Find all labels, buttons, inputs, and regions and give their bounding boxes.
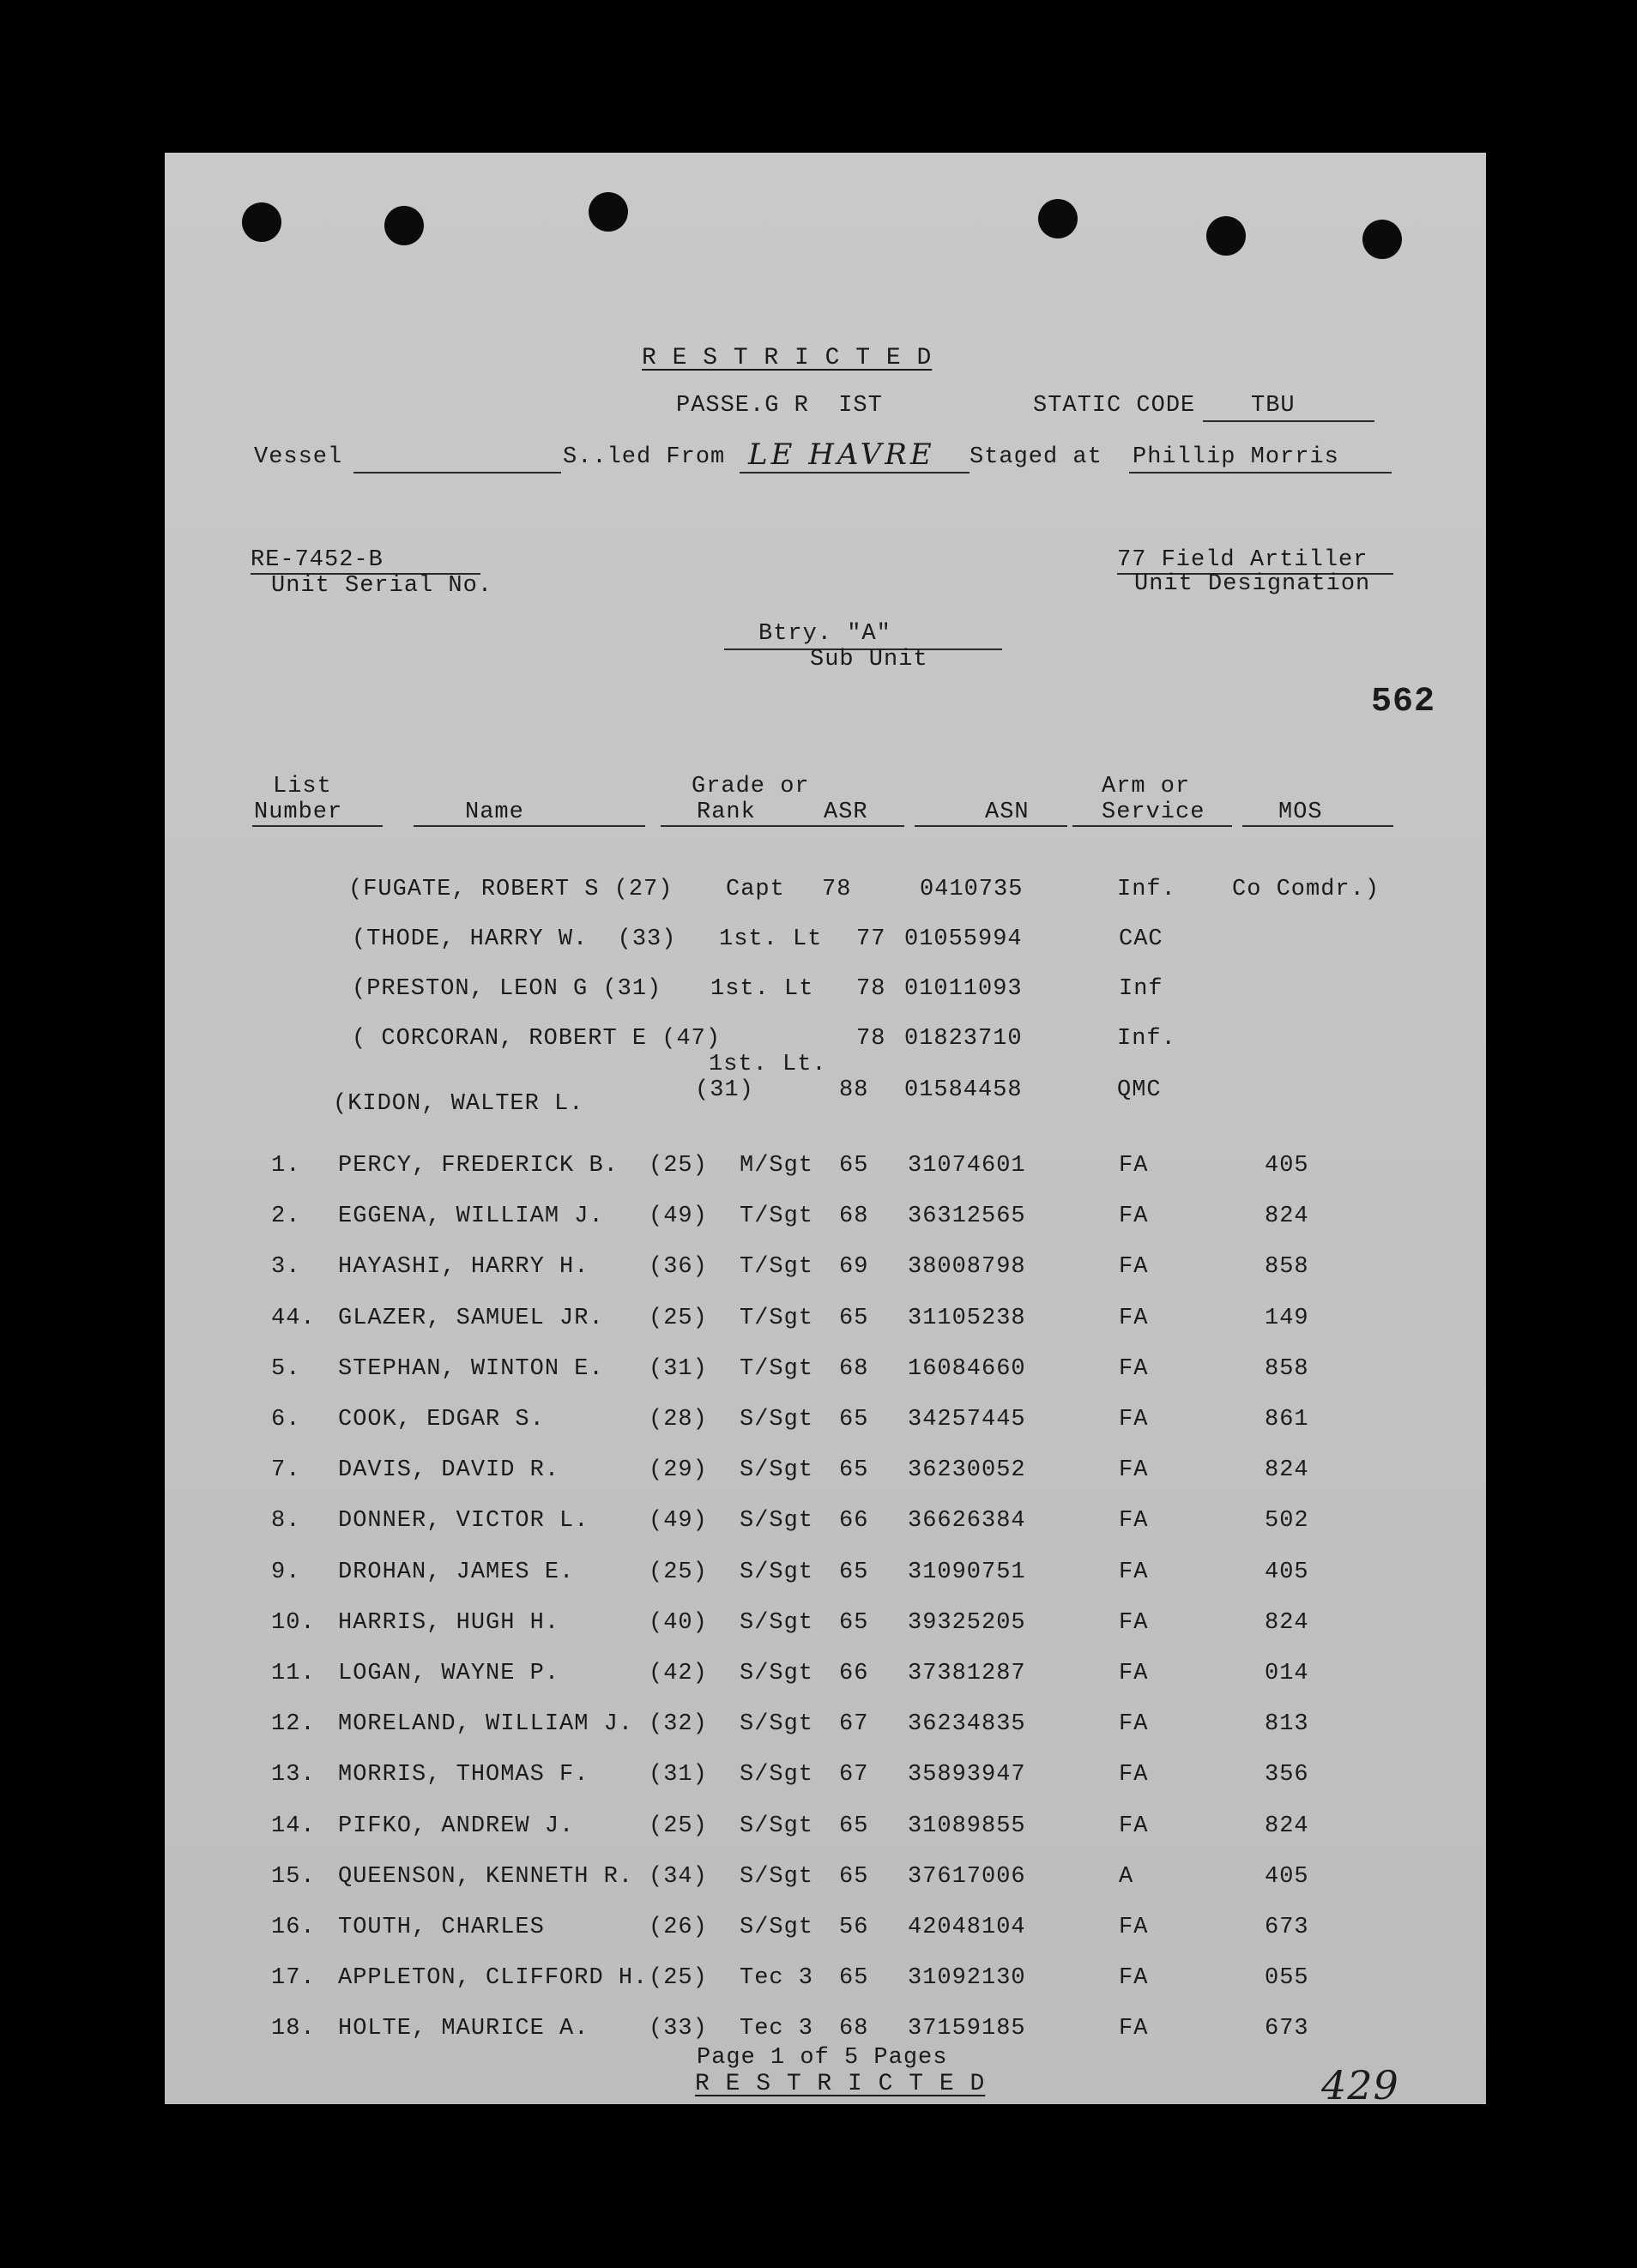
passenger-mos: 824 (1265, 1457, 1309, 1483)
passenger-asn: 31090751 (908, 1559, 1026, 1585)
passenger-grade: S/Sgt (740, 1813, 814, 1839)
passenger-mos: 149 (1265, 1306, 1309, 1331)
passenger-name: EGGENA, WILLIAM J. (338, 1203, 604, 1229)
sailed-from-value: LE HAVRE (748, 437, 935, 472)
passenger-asr: 65 (839, 1153, 869, 1179)
passenger-arm: FA (1119, 1356, 1149, 1382)
passenger-asn: 31074601 (908, 1153, 1026, 1179)
officer-grade: 1st. Lt (719, 926, 823, 952)
passenger-age: (31) (649, 1356, 708, 1382)
officer-grade: 1st. Lt. (709, 1052, 827, 1077)
list-number: 2. (271, 1203, 301, 1229)
officer-arm: Inf. (1117, 1026, 1176, 1052)
passenger-grade: S/Sgt (740, 1915, 814, 1940)
passenger-asr: 67 (839, 1711, 869, 1737)
passenger-age: (49) (649, 1508, 708, 1534)
officer-mos: Co Comdr.) (1232, 877, 1380, 902)
officer-asn: 01584458 (904, 1077, 1023, 1103)
passenger-arm: FA (1119, 1457, 1149, 1483)
passenger-asr: 66 (839, 1661, 869, 1686)
passenger-name: TOUTH, CHARLES (338, 1915, 545, 1940)
passenger-asn: 36626384 (908, 1508, 1026, 1534)
passenger-mos: 813 (1265, 1711, 1309, 1737)
passenger-age: (25) (649, 1965, 708, 1991)
list-number: 17. (271, 1965, 316, 1991)
punch-hole (242, 202, 281, 242)
officer-grade: 1st. Lt (710, 976, 814, 1002)
passenger-grade: T/Sgt (740, 1254, 814, 1280)
passenger-grade: S/Sgt (740, 1508, 814, 1534)
passenger-asr: 65 (839, 1457, 869, 1483)
unit-designation-value: 77 Field Artiller (1117, 547, 1368, 573)
list-number: 6. (271, 1407, 301, 1433)
passenger-mos: 673 (1265, 2016, 1309, 2042)
passenger-age: (26) (649, 1915, 708, 1940)
passenger-arm: FA (1119, 2016, 1149, 2042)
restricted-footer: R E S T R I C T E D (695, 2071, 986, 2097)
passenger-grade: T/Sgt (740, 1306, 814, 1331)
col-list-number-1: List (273, 774, 332, 799)
passenger-name: MORRIS, THOMAS F. (338, 1762, 589, 1788)
passenger-asr: 68 (839, 1203, 869, 1229)
officer-asn: 01011093 (904, 976, 1023, 1002)
passenger-asn: 36230052 (908, 1457, 1026, 1483)
officer-asr: 78 (856, 976, 886, 1002)
unit-serial-value: RE-7452-B (251, 547, 384, 573)
passenger-grade: S/Sgt (740, 1407, 814, 1433)
passenger-asn: 16084660 (908, 1356, 1026, 1382)
list-number: 11. (271, 1661, 316, 1686)
passenger-grade: S/Sgt (740, 1610, 814, 1636)
passenger-asr: 65 (839, 1864, 869, 1890)
passenger-asn: 37159185 (908, 2016, 1026, 2042)
officer-asr: 77 (856, 926, 886, 952)
list-number: 7. (271, 1457, 301, 1483)
officer-asn: 01055994 (904, 926, 1023, 952)
passenger-name: DROHAN, JAMES E. (338, 1559, 575, 1585)
passenger-name: PERCY, FREDERICK B. (338, 1153, 619, 1179)
passenger-asr: 68 (839, 1356, 869, 1382)
passenger-asr: 66 (839, 1508, 869, 1534)
passenger-grade: T/Sgt (740, 1203, 814, 1229)
passenger-arm: FA (1119, 1153, 1149, 1179)
list-number: 15. (271, 1864, 316, 1890)
punch-hole (589, 192, 628, 232)
sailed-from-label: S..led From (563, 444, 726, 470)
static-code-value: TBU (1251, 393, 1296, 419)
passenger-asr: 67 (839, 1762, 869, 1788)
list-number: 5. (271, 1356, 301, 1382)
passenger-mos: 824 (1265, 1813, 1309, 1839)
passenger-asn: 38008798 (908, 1254, 1026, 1280)
page-info: Page 1 of 5 Pages (697, 2045, 948, 2071)
passenger-asn: 37617006 (908, 1864, 1026, 1890)
passenger-mos: 356 (1265, 1762, 1309, 1788)
passenger-arm: FA (1119, 1965, 1149, 1991)
passenger-arm: FA (1119, 1306, 1149, 1331)
passenger-asn: 36234835 (908, 1711, 1026, 1737)
passenger-asn: 34257445 (908, 1407, 1026, 1433)
col-underline (915, 825, 1067, 827)
col-underline (414, 825, 645, 827)
passenger-age: (31) (649, 1762, 708, 1788)
passenger-asr: 65 (839, 1306, 869, 1331)
sailed-from-underline (740, 472, 970, 474)
passenger-age: (25) (649, 1306, 708, 1331)
passenger-age: (32) (649, 1711, 708, 1737)
unit-designation-label: Unit Designation (1134, 571, 1371, 597)
col-underline (661, 825, 904, 827)
passenger-grade: S/Sgt (740, 1457, 814, 1483)
col-asr: ASR (824, 799, 868, 825)
passenger-asr: 65 (839, 1407, 869, 1433)
passenger-mos: 405 (1265, 1559, 1309, 1585)
col-name: Name (465, 799, 524, 825)
list-number: 1. (271, 1153, 301, 1179)
passenger-mos: 502 (1265, 1508, 1309, 1534)
passenger-arm: A (1119, 1864, 1134, 1890)
passenger-asn: 31089855 (908, 1813, 1026, 1839)
passenger-asr: 65 (839, 1559, 869, 1585)
sub-unit-label: Sub Unit (810, 647, 928, 673)
passenger-mos: 861 (1265, 1407, 1309, 1433)
passenger-asr: 65 (839, 1965, 869, 1991)
passenger-name: APPLETON, CLIFFORD H. (338, 1965, 649, 1991)
passenger-arm: FA (1119, 1661, 1149, 1686)
passenger-name: GLAZER, SAMUEL JR. (338, 1306, 604, 1331)
list-number: 44. (271, 1306, 316, 1331)
passenger-asn: 36312565 (908, 1203, 1026, 1229)
passenger-arm: FA (1119, 1508, 1149, 1534)
staged-at-underline (1129, 472, 1392, 474)
col-underline (1242, 825, 1393, 827)
passenger-age: (34) (649, 1864, 708, 1890)
passenger-arm: FA (1119, 1203, 1149, 1229)
passenger-name: PIFKO, ANDREW J. (338, 1813, 575, 1839)
col-underline (1072, 825, 1232, 827)
passenger-arm: FA (1119, 1813, 1149, 1839)
officer-arm: Inf. (1117, 877, 1176, 902)
passenger-name: LOGAN, WAYNE P. (338, 1661, 560, 1686)
static-code-underline (1203, 420, 1374, 422)
passenger-grade: T/Sgt (740, 1356, 814, 1382)
passenger-name: DONNER, VICTOR L. (338, 1508, 589, 1534)
officer-asn: 0410735 (920, 877, 1024, 902)
passenger-name: HAYASHI, HARRY H. (338, 1254, 589, 1280)
passenger-mos: 405 (1265, 1864, 1309, 1890)
passenger-grade: Tec 3 (740, 1965, 814, 1991)
list-number: 10. (271, 1610, 316, 1636)
passenger-grade: M/Sgt (740, 1153, 814, 1179)
punch-hole (1362, 220, 1402, 259)
unit-serial-label: Unit Serial No. (271, 573, 493, 599)
passenger-arm: FA (1119, 1762, 1149, 1788)
passenger-asr: 68 (839, 2016, 869, 2042)
passenger-name: DAVIS, DAVID R. (338, 1457, 560, 1483)
list-number: 13. (271, 1762, 316, 1788)
staged-at-value: Phillip Morris (1133, 444, 1339, 470)
passenger-mos: 014 (1265, 1661, 1309, 1686)
passenger-mos: 055 (1265, 1965, 1309, 1991)
passenger-mos: 858 (1265, 1356, 1309, 1382)
passenger-age: (49) (649, 1203, 708, 1229)
officer-name: (PRESTON, LEON G (31) (352, 976, 662, 1002)
staged-at-label: Staged at (970, 444, 1102, 470)
officer-asn: 01823710 (904, 1026, 1023, 1052)
passenger-mos: 673 (1265, 1915, 1309, 1940)
passenger-age: (25) (649, 1559, 708, 1585)
list-number: 8. (271, 1508, 301, 1534)
passenger-asr: 56 (839, 1915, 869, 1940)
passenger-age: (33) (649, 2016, 708, 2042)
list-number: 3. (271, 1254, 301, 1280)
passenger-asn: 39325205 (908, 1610, 1026, 1636)
document-title: PASSE.G R IST (676, 393, 883, 419)
officer-name: (KIDON, WALTER L. (333, 1091, 584, 1117)
passenger-arm: FA (1119, 1711, 1149, 1737)
passenger-grade: S/Sgt (740, 1661, 814, 1686)
officer-arm: QMC (1117, 1077, 1162, 1103)
passenger-mos: 405 (1265, 1153, 1309, 1179)
col-underline (252, 825, 383, 827)
officer-grade: Capt (726, 877, 785, 902)
officer-age: (31) (695, 1077, 754, 1103)
col-mos: MOS (1278, 799, 1323, 825)
sub-unit-value: Btry. "A" (758, 621, 891, 647)
punch-hole (384, 206, 424, 245)
passenger-age: (25) (649, 1153, 708, 1179)
vessel-underline (353, 472, 561, 474)
passenger-grade: S/Sgt (740, 1762, 814, 1788)
passenger-asr: 65 (839, 1813, 869, 1839)
officer-asr: 78 (856, 1026, 886, 1052)
passenger-grade: S/Sgt (740, 1864, 814, 1890)
list-number: 18. (271, 2016, 316, 2042)
passenger-asr: 65 (839, 1610, 869, 1636)
col-list-number-2: Number (254, 799, 343, 825)
restricted-heading: R E S T R I C T E D (642, 345, 933, 371)
passenger-asn: 35893947 (908, 1762, 1026, 1788)
list-number: 9. (271, 1559, 301, 1585)
passenger-asn: 42048104 (908, 1915, 1026, 1940)
passenger-arm: FA (1119, 1610, 1149, 1636)
passenger-grade: S/Sgt (740, 1711, 814, 1737)
stamp-number: 562 (1371, 683, 1436, 721)
passenger-name: COOK, EDGAR S. (338, 1407, 545, 1433)
passenger-arm: FA (1119, 1915, 1149, 1940)
passenger-name: HARRIS, HUGH H. (338, 1610, 560, 1636)
passenger-age: (25) (649, 1813, 708, 1839)
handwritten-number: 429 (1321, 2062, 1399, 2108)
passenger-arm: FA (1119, 1254, 1149, 1280)
list-number: 16. (271, 1915, 316, 1940)
passenger-mos: 858 (1265, 1254, 1309, 1280)
officer-name: ( CORCORAN, ROBERT E (47) (352, 1026, 722, 1052)
officer-asr: 78 (822, 877, 852, 902)
passenger-age: (29) (649, 1457, 708, 1483)
passenger-grade: S/Sgt (740, 1559, 814, 1585)
passenger-age: (36) (649, 1254, 708, 1280)
passenger-name: HOLTE, MAURICE A. (338, 2016, 589, 2042)
officer-asr: 88 (839, 1077, 869, 1103)
static-code-label: STATIC CODE (1033, 393, 1196, 419)
list-number: 14. (271, 1813, 316, 1839)
list-number: 12. (271, 1711, 316, 1737)
passenger-asn: 37381287 (908, 1661, 1026, 1686)
officer-name: (FUGATE, ROBERT S (27) (348, 877, 674, 902)
vessel-label: Vessel (254, 444, 343, 470)
col-grade-1: Grade or (692, 774, 810, 799)
officer-arm: Inf (1119, 976, 1163, 1002)
passenger-name: QUEENSON, KENNETH R. (338, 1864, 634, 1890)
punch-hole (1038, 199, 1078, 238)
passenger-name: MORELAND, WILLIAM J. (338, 1711, 634, 1737)
passenger-asr: 69 (839, 1254, 869, 1280)
passenger-asn: 31105238 (908, 1306, 1026, 1331)
passenger-arm: FA (1119, 1559, 1149, 1585)
officer-arm: CAC (1119, 926, 1163, 952)
passenger-age: (28) (649, 1407, 708, 1433)
officer-name: (THODE, HARRY W. (33) (352, 926, 677, 952)
passenger-age: (42) (649, 1661, 708, 1686)
passenger-age: (40) (649, 1610, 708, 1636)
passenger-mos: 824 (1265, 1610, 1309, 1636)
col-arm-1: Arm or (1102, 774, 1191, 799)
passenger-name: STEPHAN, WINTON E. (338, 1356, 604, 1382)
col-grade-2: Rank (697, 799, 756, 825)
passenger-mos: 824 (1265, 1203, 1309, 1229)
passenger-asn: 31092130 (908, 1965, 1026, 1991)
col-asn: ASN (985, 799, 1030, 825)
col-arm-2: Service (1102, 799, 1205, 825)
passenger-grade: Tec 3 (740, 2016, 814, 2042)
punch-hole (1206, 216, 1246, 256)
passenger-arm: FA (1119, 1407, 1149, 1433)
